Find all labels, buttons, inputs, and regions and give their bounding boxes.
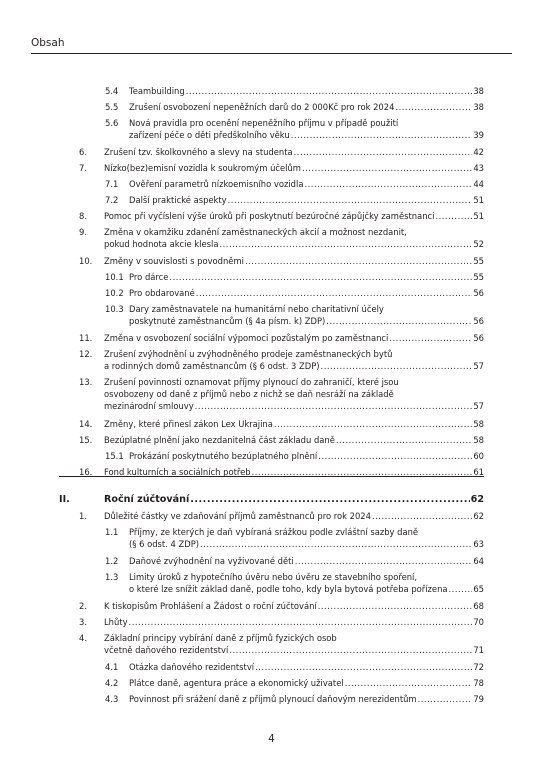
toc-entry <box>129 101 484 113</box>
chapter-rule <box>59 476 484 477</box>
toc-entry <box>129 661 484 673</box>
toc-entry <box>129 526 484 550</box>
toc-page-number: 72 <box>473 662 484 672</box>
toc-number: 1. <box>79 511 87 521</box>
toc-number: 10. <box>79 256 93 266</box>
toc-title-text: Zrušení tzv. školkovného a slevy na studenta <box>104 147 293 157</box>
toc-title-line <box>104 255 484 267</box>
toc-title-line <box>104 162 484 174</box>
toc-title-text: Zrušení osvobození nepeněžních darů do 2 000Kč pro rok 2024 <box>129 102 395 112</box>
toc-entry <box>129 271 484 283</box>
dot-leader <box>336 434 472 446</box>
toc-number: 1.1 <box>105 527 119 537</box>
toc-title-text: o které lze snížit základ daně, podle toho, kdy byla bytová potřeba pořízena <box>129 584 448 594</box>
toc-title-line <box>129 117 484 129</box>
dot-leader <box>186 85 473 97</box>
toc-entry <box>104 418 484 430</box>
dot-leader <box>321 360 473 372</box>
toc-title-text: pokud hodnota akcie klesla <box>104 239 219 249</box>
toc-title-text: mezinárodní smlouvy <box>104 401 194 411</box>
toc-entry <box>129 555 484 567</box>
toc-title-text: Pro dárce <box>129 272 169 282</box>
toc-number: 10.3 <box>105 304 124 314</box>
toc-number: 13. <box>79 377 93 387</box>
toc-page-number: 51 <box>473 211 484 221</box>
toc-number: 8. <box>79 211 87 221</box>
toc-page-number: 78 <box>473 678 484 688</box>
dot-leader <box>294 146 473 158</box>
toc-entry <box>129 85 484 97</box>
dot-leader <box>318 450 472 462</box>
toc-entry <box>104 493 484 507</box>
toc-title-text: Základní principy vybírání daně z příjmů fyzických osob <box>104 633 337 643</box>
toc-title-line <box>129 85 484 97</box>
toc-page-number: 57 <box>473 361 484 371</box>
toc-page-number: 55 <box>473 256 484 266</box>
toc-page-number: 52 <box>473 239 484 249</box>
dot-leader <box>219 238 472 250</box>
toc-entry <box>129 677 484 689</box>
toc-entry <box>104 146 484 158</box>
toc-title-text: Otázka daňového rezidentství <box>129 662 255 672</box>
toc-number: 7.2 <box>105 195 119 205</box>
toc-number: 4.3 <box>105 694 119 704</box>
dot-leader <box>389 332 472 344</box>
toc-number: 15.1 <box>105 451 124 461</box>
toc-number: 1.2 <box>105 556 119 566</box>
dot-leader <box>245 255 472 267</box>
toc-page-number: 38 <box>473 102 484 112</box>
toc-title-text: Povinnost při srážení daně z příjmů plynoucí daňovým nerezidentům <box>129 694 417 704</box>
toc-title-text: Zrušení povinnosti oznamovat příjmy plynoucí do zahraničí, které jsou <box>104 377 399 387</box>
toc-title-text: Změny, které přinesl zákon Lex Ukrajina <box>104 419 273 429</box>
toc-title-text: Plátce daně, agentura práce a ekonomický uživatel <box>129 678 344 688</box>
toc-title-text: Lhůty <box>104 617 128 627</box>
dot-leader <box>345 677 473 689</box>
toc-number: 1.3 <box>105 572 119 582</box>
toc-number: 2. <box>79 601 87 611</box>
toc-number: 14. <box>79 419 93 429</box>
page-number: 4 <box>268 733 275 745</box>
toc-page-number: 51 <box>473 195 484 205</box>
toc-number: 7.1 <box>105 179 119 189</box>
toc-title-text: (§ 6 odst. 4 ZDP) <box>129 539 200 549</box>
toc-entry <box>129 117 484 141</box>
toc-number: 3. <box>79 617 87 627</box>
toc-page-number: 60 <box>473 451 484 461</box>
toc-page-number: 42 <box>473 147 484 157</box>
dot-leader <box>228 194 473 206</box>
toc-title-line <box>104 238 484 250</box>
toc-entry <box>104 510 484 522</box>
toc-title-text: Teambuilding <box>129 86 185 96</box>
toc-title-text: Nízko(bez)emisní vozidla k soukromým účelům <box>104 163 301 173</box>
toc-title-line <box>129 129 484 141</box>
toc-page-number: 39 <box>473 130 484 140</box>
toc-number: 15. <box>79 435 93 445</box>
toc-title-text: Změny v souvislosti s povodněmi <box>104 256 244 266</box>
toc-entry <box>104 255 484 267</box>
toc-title-line <box>104 644 484 656</box>
toc-number: 5.6 <box>105 118 119 128</box>
toc-number: 4.1 <box>105 662 119 672</box>
toc-title-text: Ověření parametrů nízkoemisního vozidla <box>129 179 304 189</box>
toc-page-number: 63 <box>473 539 484 549</box>
dot-leader <box>229 644 472 656</box>
toc-page-number: 44 <box>473 179 484 189</box>
dot-leader <box>195 400 473 412</box>
toc-title-line <box>129 571 484 583</box>
toc-number: 6. <box>79 147 87 157</box>
toc-number: 4.2 <box>105 678 119 688</box>
toc-title-line <box>104 616 484 628</box>
toc-entry <box>129 450 484 462</box>
toc-number: 5.4 <box>105 86 119 96</box>
toc-title-line <box>129 661 484 673</box>
toc-entry <box>104 348 484 372</box>
dot-leader <box>435 210 472 222</box>
toc-title-line <box>129 693 484 705</box>
toc-title-line <box>104 400 484 412</box>
toc-entry <box>129 178 484 190</box>
toc-title-line <box>104 376 484 388</box>
toc-title-text: K tiskopisům Prohlášení a Žádost o roční zúčtování <box>104 601 317 611</box>
toc-entry <box>129 303 484 327</box>
toc-page-number: 70 <box>473 617 484 627</box>
toc-title-text: Příjmy, ze kterých je daň vybíraná srážkou podle zvláštní sazby daně <box>129 527 419 537</box>
dot-leader <box>200 538 472 550</box>
toc-title-line <box>104 493 484 507</box>
toc-page-number: 38 <box>473 86 484 96</box>
toc-title-text: včetně daňového rezidentství <box>104 645 229 655</box>
toc-page-number: 62 <box>470 494 484 505</box>
toc-title-text: Roční zúčtování <box>104 494 190 505</box>
toc-title-line <box>129 583 484 595</box>
toc-title-line <box>104 600 484 612</box>
toc-title-line <box>129 101 484 113</box>
dot-leader <box>326 315 472 327</box>
toc-title-line <box>129 538 484 550</box>
toc-page-number: 61 <box>473 467 484 477</box>
toc-title-text: Prokázání poskytnutého bezúplatného plnění <box>129 451 318 461</box>
toc-number: 5.5 <box>105 102 119 112</box>
toc-title-text: a rodinných domů zaměstnancům (§ 6 odst. 3 ZDP) <box>104 361 320 371</box>
toc-title-text: Bezúplatné plnění jako nezdanitelná část základu daně <box>104 435 335 445</box>
toc-title-line <box>129 303 484 315</box>
toc-title-text: Pro obdarované <box>129 288 195 298</box>
dot-leader <box>372 510 472 522</box>
toc-number: 11. <box>79 333 93 343</box>
dot-leader <box>318 600 473 612</box>
toc-entry <box>104 632 484 656</box>
dot-leader <box>418 693 473 705</box>
toc-title-line <box>104 348 484 360</box>
toc-page-number: 58 <box>473 419 484 429</box>
toc-title-line <box>104 210 484 222</box>
toc-page-number: 79 <box>473 694 484 704</box>
toc-title-line <box>129 450 484 462</box>
toc-number: 16. <box>79 467 93 477</box>
dot-leader <box>190 493 469 507</box>
dot-leader <box>295 555 473 567</box>
toc-entry <box>104 376 484 412</box>
toc-page-number: 62 <box>473 511 484 521</box>
toc-title-line <box>129 555 484 567</box>
dot-leader <box>255 661 472 673</box>
toc-title-text: Daňové zvýhodnění na vyživované děti <box>129 556 294 566</box>
toc-title-line <box>129 526 484 538</box>
dot-leader <box>395 101 472 113</box>
dot-leader <box>304 178 472 190</box>
toc-number: II. <box>59 494 70 505</box>
toc-entry <box>129 693 484 705</box>
toc-number: 9. <box>79 227 87 237</box>
toc-title-text: poskytnuté zaměstnancům (§ 4a písm. k) ZDP) <box>129 316 326 326</box>
dot-leader <box>196 287 473 299</box>
toc-title-line <box>104 510 484 522</box>
toc-title-text: Nová pravidla pro ocenění nepeněžního příjmu v případě použití <box>129 118 399 128</box>
toc-title-line <box>129 287 484 299</box>
toc-entry <box>104 616 484 628</box>
toc-title-line <box>104 226 484 238</box>
toc-page-number: 58 <box>473 435 484 445</box>
toc-page-number: 56 <box>473 333 484 343</box>
toc-title-text: Další praktické aspekty <box>129 195 227 205</box>
dot-leader <box>302 162 472 174</box>
toc-title-line <box>129 677 484 689</box>
toc-entry <box>129 194 484 206</box>
toc-number: 12. <box>79 349 93 359</box>
toc-title-line <box>104 632 484 644</box>
toc-entry <box>104 332 484 344</box>
toc-title-text: zařízení péče o děti předškolního věku <box>129 130 290 140</box>
toc-number: 7. <box>79 163 87 173</box>
toc-page-number: 56 <box>473 288 484 298</box>
toc-title-line <box>104 146 484 158</box>
toc-page-number: 64 <box>473 556 484 566</box>
toc-title-line <box>129 178 484 190</box>
toc-page-number: 65 <box>473 584 484 594</box>
toc-title-text: Důležité částky ve zdaňování příjmů zaměstnanců pro rok 2024 <box>104 511 371 521</box>
toc-number: 4. <box>79 633 87 643</box>
toc-title-line <box>104 388 484 400</box>
toc-title-line <box>104 434 484 446</box>
dot-leader <box>274 418 472 430</box>
toc-page-number: 68 <box>473 601 484 611</box>
dot-leader <box>291 129 473 141</box>
toc-title-text: Fond kulturních a sociálních potřeb <box>104 467 251 477</box>
dot-leader <box>129 616 473 628</box>
toc-entry <box>129 287 484 299</box>
toc-page-number: 43 <box>473 163 484 173</box>
toc-title-text: Změna v okamžiku zdanění zaměstnaneckých akcií a možnost nezdanit, <box>104 227 407 237</box>
toc-title-line <box>104 332 484 344</box>
toc-page-number: 56 <box>473 316 484 326</box>
toc-title-line <box>104 418 484 430</box>
toc-title-text: Limity úroků z hypotečního úvěru nebo úvěru ze stavebního spoření, <box>129 572 418 582</box>
toc-title-text: osvobozeny od daně z příjmů nebo z nichž se daň nesráží na základě <box>104 389 394 399</box>
toc-entry <box>104 226 484 250</box>
toc-entry <box>104 434 484 446</box>
toc-page-number: 55 <box>473 272 484 282</box>
toc-title-text: Pomoc při vyčíslení výše úroků při poskytnutí bezúročné zápůjčky zaměstnanci <box>104 211 435 221</box>
toc-number: 10.1 <box>105 272 124 282</box>
running-header: Obsah <box>31 37 65 49</box>
toc-page-number: 57 <box>473 401 484 411</box>
toc-page-number: 71 <box>473 645 484 655</box>
toc-title-line <box>104 360 484 372</box>
toc-entry <box>104 600 484 612</box>
dot-leader <box>169 271 472 283</box>
toc-title-text: Změna v osvobození sociální výpomoci pozůstalým po zaměstnanci <box>104 333 389 343</box>
toc-title-text: Zrušení zvýhodnění u zvýhodněného prodeje zaměstnaneckých bytů <box>104 349 393 359</box>
toc-entry <box>129 571 484 595</box>
toc-title-line <box>129 315 484 327</box>
toc-entry <box>104 210 484 222</box>
toc-title-line <box>129 194 484 206</box>
toc-title-text: Dary zaměstnavatele na humanitární nebo charitativní účely <box>129 304 384 314</box>
dot-leader <box>449 583 473 595</box>
toc-title-line <box>129 271 484 283</box>
toc-number: 10.2 <box>105 288 124 298</box>
toc-entry <box>104 162 484 174</box>
